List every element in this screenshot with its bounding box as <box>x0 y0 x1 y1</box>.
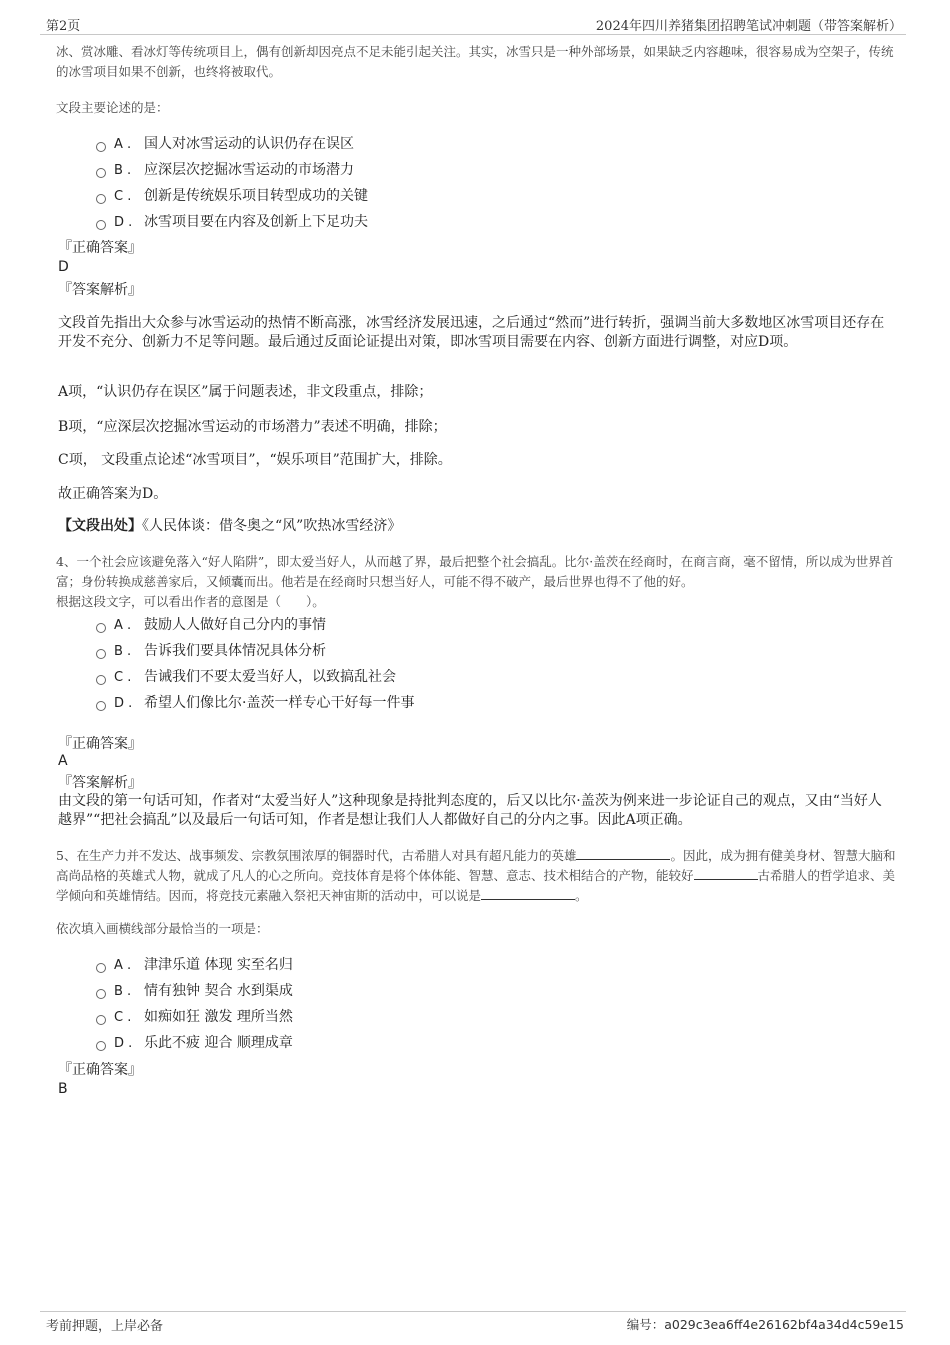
q4-option-d[interactable]: D . 希望人们像比尔·盖茨一样专心干好每一件事 <box>96 692 414 714</box>
q3-option-d[interactable]: D . 冰雪项目要在内容及创新上下足功夫 <box>96 211 368 233</box>
blank-line <box>481 887 575 900</box>
q3-option-a[interactable]: A . 国人对冰雪运动的认识仍存在误区 <box>96 133 354 155</box>
radio-icon[interactable] <box>96 675 106 685</box>
q5-option-a[interactable]: A . 津津乐道 体现 实至名归 <box>96 954 293 976</box>
q4-answer-label: 『正确答案』 <box>58 736 142 752</box>
q4-passage: 4、一个社会应该避免落入“好人陷阱”，即太爱当好人，从而越了界，最后把整个社会搞乱。比尔·盖茨在经商时，在商言商，毫不留情，所以成为世界首富；身份转换成慈善家后，又倾囊而出。他若是在经商时只想当好人，可能不得不破产，最后世界也得不了他的好。 <box>56 554 894 589</box>
q3-answer: D <box>58 259 69 275</box>
q3-analysis-c: C项， 文段重点论述“冰雪项目”，“娱乐项目”范围扩大，排除。 <box>58 452 452 468</box>
q3-source-label: 【文段出处】 <box>58 518 142 534</box>
footer-code: 编号：a029c3ea6ff4e26162bf4a34d4c59e15 <box>626 1317 904 1332</box>
q5-option-b[interactable]: B . 情有独钟 契合 水到渠成 <box>96 980 293 1002</box>
page-footer <box>40 1311 906 1336</box>
q5-passage: 5、在生产力并不发达、战事频发、宗教氛围浓厚的铜器时代，古希腊人对具有超凡能力的英雄 。因此，成为拥有健美身材、智慧大脑和高尚品格的英雄式人物，就成了凡人的心之所向。竞技体育是将个体体能、智慧、意志、技术相结合的产物，能较好 古希腊人的哲学追求、美学倾向和英雄情结。因而，将竞技元素融入祭祀天神宙斯的活动中，可以说是 。 <box>56 848 896 903</box>
q3-analysis-conclusion: 故正确答案为D。 <box>58 486 168 502</box>
page-number: 第2页 <box>46 19 81 34</box>
q4-answer: A <box>58 753 68 769</box>
radio-icon[interactable] <box>96 194 106 204</box>
q3-passage-end: 冰、赏冰雕、看冰灯等传统项目上，偶有创新却因亮点不足未能引起关注。其实，冰雪只是一种外部场景，如果缺乏内容趣味，很容易成为空架子，传统的冰雪项目如果不创新，也终将被取代。 <box>56 44 894 79</box>
radio-icon[interactable] <box>96 168 106 178</box>
q5-answer: B <box>58 1081 68 1097</box>
blank-line <box>576 847 670 860</box>
page-header <box>40 14 906 35</box>
q4-option-a[interactable]: A . 鼓励人人做好自己分内的事情 <box>96 614 326 636</box>
q4-analysis-label: 『答案解析』 <box>58 775 142 791</box>
q5-option-c[interactable]: C . 如痴如狂 激发 理所当然 <box>96 1006 293 1028</box>
q3-answer-label: 『正确答案』 <box>58 240 142 256</box>
q3-source-text: 《人民体谈：借冬奥之“风”吹热冰雪经济》 <box>142 518 402 534</box>
radio-icon[interactable] <box>96 963 106 973</box>
q3-analysis-a: A项，“认识仍存在误区”属于问题表述，非文段重点，排除； <box>58 384 433 400</box>
q4-option-b[interactable]: B . 告诉我们要具体情况具体分析 <box>96 640 326 662</box>
radio-icon[interactable] <box>96 701 106 711</box>
q4-question: 根据这段文字，可以看出作者的意图是（ ）。 <box>56 594 325 609</box>
radio-icon[interactable] <box>96 989 106 999</box>
document-title: 2024年四川养猪集团招聘笔试冲刺题（带答案解析） <box>595 19 902 34</box>
q3-source <box>58 517 886 536</box>
q3-question: 文段主要论述的是： <box>56 100 169 115</box>
q3-analysis-main: 文段首先指出大众参与冰雪运动的热情不断高涨，冰雪经济发展迅速，之后通过“然而”进行转折，强调当前大多数地区冰雪项目还存在开发不充分、创新力不足等问题。最后通过反面论证提出对策，即冰雪项目需要在内容、创新方面进行调整，对应D项。 <box>58 315 885 350</box>
q4-analysis: 由文段的第一句话可知，作者对“太爱当好人”这种现象是持批判态度的，后又以比尔·盖茨为例来进一步论证自己的观点，又由“当好人越界”“把社会搞乱”以及最后一句话可知，作者是想让我们人人都做好自己的分内之事。因此A项正确。 <box>58 793 882 828</box>
radio-icon[interactable] <box>96 1041 106 1051</box>
radio-icon[interactable] <box>96 220 106 230</box>
q3-option-c[interactable]: C . 创新是传统娱乐项目转型成功的关键 <box>96 185 368 207</box>
q4-option-c[interactable]: C . 告诫我们不要太爱当好人，以致搞乱社会 <box>96 666 396 688</box>
q5-option-d[interactable]: D . 乐此不疲 迎合 顺理成章 <box>96 1032 293 1054</box>
blank-line <box>694 867 758 880</box>
radio-icon[interactable] <box>96 649 106 659</box>
footer-slogan: 考前押题，上岸必备 <box>46 1319 164 1334</box>
radio-icon[interactable] <box>96 1015 106 1025</box>
q3-analysis-b: B项，“应深层次挖掘冰雪运动的市场潜力”表述不明确，排除； <box>58 419 447 435</box>
radio-icon[interactable] <box>96 623 106 633</box>
radio-icon[interactable] <box>96 142 106 152</box>
q5-answer-label: 『正确答案』 <box>58 1062 142 1078</box>
q5-question: 依次填入画横线部分最恰当的一项是： <box>56 921 269 936</box>
q3-analysis-label: 『答案解析』 <box>58 282 142 298</box>
q3-option-b[interactable]: B . 应深层次挖掘冰雪运动的市场潜力 <box>96 159 354 181</box>
